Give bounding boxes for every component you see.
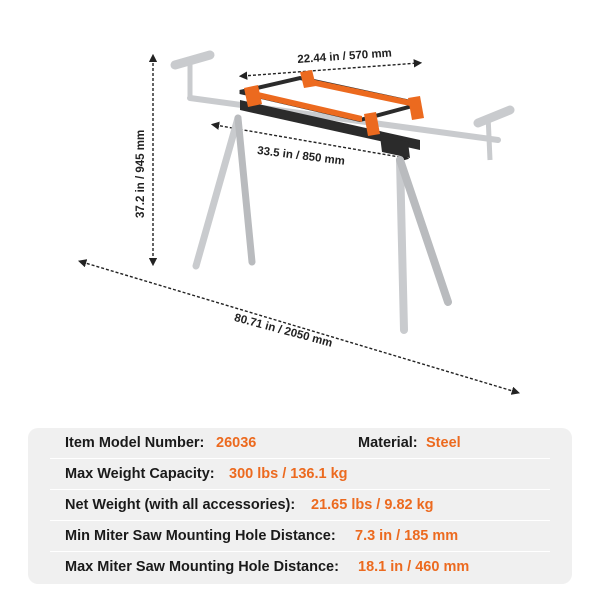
- model-value: 26036: [216, 435, 257, 451]
- legs: [196, 118, 448, 330]
- height-dimension: 37.2 in / 945 mm: [135, 129, 147, 218]
- specifications-panel: [28, 428, 572, 584]
- capacity-label: Max Weight Capacity:: [65, 466, 215, 482]
- capacity-value: 300 lbs / 136.1 kg: [229, 466, 348, 482]
- material-label: Material:: [358, 435, 418, 451]
- max-hole-value: 18.1 in / 460 mm: [358, 559, 470, 575]
- spec-row-model: [28, 428, 572, 459]
- top-width-dimension-line: [243, 63, 418, 76]
- extension-rail: [175, 55, 510, 160]
- model-label: Item Model Number:: [65, 435, 205, 451]
- spec-row-net-weight: [28, 490, 572, 521]
- spec-row-capacity: [28, 459, 572, 490]
- max-hole-label: Max Miter Saw Mounting Hole Distance:: [65, 559, 339, 575]
- net-weight-value: 21.65 lbs / 9.82 kg: [311, 497, 434, 513]
- depth-dimension: 33.5 in / 850 mm: [256, 145, 346, 168]
- top-width-dimension: 22.44 in / 570 mm: [297, 47, 393, 66]
- net-weight-label: Net Weight (with all accessories):: [65, 497, 296, 513]
- min-hole-value: 7.3 in / 185 mm: [355, 528, 459, 544]
- spec-row-min-hole: [28, 521, 572, 552]
- material-value: Steel: [426, 435, 461, 451]
- mounting-frame: [240, 70, 424, 158]
- spec-row-max-hole: [28, 552, 572, 583]
- min-hole-label: Min Miter Saw Mounting Hole Distance:: [65, 528, 336, 544]
- overall-width-dimension: 80.71 in / 2050 mm: [232, 312, 334, 350]
- overall-width-dimension-line: [82, 262, 516, 392]
